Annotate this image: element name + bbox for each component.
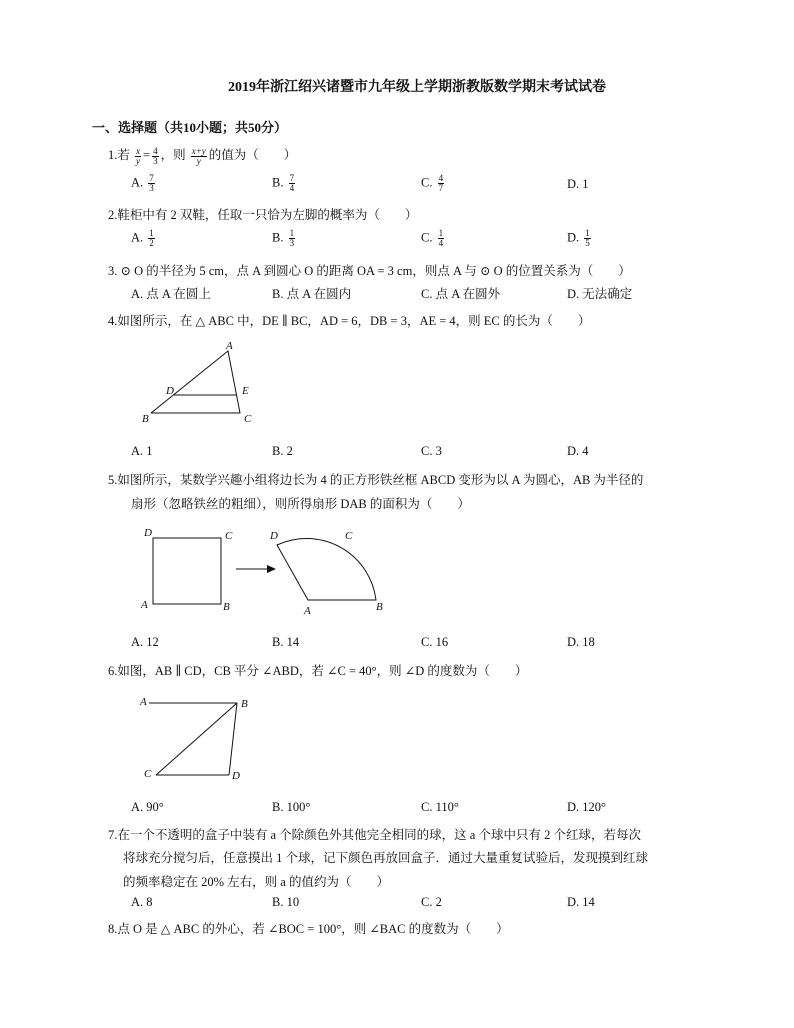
- q6-label-d: D: [232, 770, 240, 782]
- q5-sec-label-d: D: [270, 530, 278, 542]
- q5-sec-label-b: B: [376, 601, 383, 613]
- q3-option-b[interactable]: B. 点 A 在圆内: [272, 287, 352, 301]
- q6-label-a: A: [140, 696, 147, 708]
- question-7-line-2: 将球充分搅匀后，任意摸出 1 个球，记下颜色再放回盒子．通过大量重复试验后，发现摸到红球: [123, 851, 649, 865]
- q5-sector: [277, 538, 376, 600]
- q7-option-c[interactable]: C. 2: [421, 895, 442, 909]
- question-5-line-1: 5.如图所示，某数学兴趣小组将边长为 4 的正方形铁丝框 ABCD 变形为以 A 为圆心，AB 为半径的: [108, 473, 644, 487]
- q5-sec-label-a: A: [304, 605, 311, 617]
- q6-option-b[interactable]: B. 100°: [272, 800, 311, 814]
- q5-sq-label-d: D: [144, 527, 152, 539]
- q7-option-d[interactable]: D. 14: [567, 895, 595, 909]
- q5-option-b[interactable]: B. 14: [272, 635, 300, 649]
- q6-option-a[interactable]: A. 90°: [131, 800, 164, 814]
- q4-label-b: B: [142, 413, 149, 425]
- q1-option-d[interactable]: D. 1: [567, 177, 589, 191]
- q5-option-d[interactable]: D. 18: [567, 635, 595, 649]
- q4-option-d[interactable]: D. 4: [567, 444, 589, 458]
- q2-option-c[interactable]: C. $\frac{1}{4}$: [421, 228, 444, 248]
- q5-option-c[interactable]: C. 16: [421, 635, 449, 649]
- q2-option-d[interactable]: D. $\frac{1}{5}$: [567, 228, 590, 248]
- q1-number: 1.: [108, 148, 118, 162]
- page-title: 2019年浙江绍兴诸暨市九年级上学期浙教版数学期末考试试卷: [228, 80, 606, 95]
- q1-option-a[interactable]: A. $\frac{7}{3}$: [131, 173, 154, 193]
- q5-sq-label-a: A: [141, 599, 148, 611]
- q4-option-b[interactable]: B. 2: [272, 444, 293, 458]
- q4-label-c: C: [244, 413, 252, 425]
- q6-option-d[interactable]: D. 120°: [567, 800, 607, 814]
- q5-figure: [140, 526, 400, 616]
- q3-option-a[interactable]: A. 点 A 在圆上: [131, 287, 211, 301]
- q1-frac-x-y: $\frac{x}{y}$: [136, 145, 141, 166]
- q4-option-c[interactable]: C. 3: [421, 444, 442, 458]
- q1-frac-4-3: $\frac{4}{3}$: [153, 145, 158, 166]
- q1-option-b[interactable]: B. $\frac{7}{4}$: [272, 173, 295, 193]
- q6-figure: [140, 693, 260, 783]
- question-2: 2.鞋柜中有 2 双鞋，任取一只恰为左脚的概率为（ ）: [108, 208, 418, 222]
- q2-option-b[interactable]: B. $\frac{1}{3}$: [272, 228, 295, 248]
- question-5-line-2: 扇形（忽略铁丝的粗细），则所得扇形 DAB 的面积为（ ）: [131, 497, 470, 511]
- q5-sec-label-c: C: [345, 530, 353, 542]
- q1-suffix: 的值为（ ）: [208, 148, 297, 162]
- q1-option-c[interactable]: C. $\frac{4}{7}$: [421, 173, 444, 193]
- question-7-line-3: 的频率稳定在 20% 左右，则 a 的值约为（ ）: [123, 875, 389, 889]
- section-heading: 一、选择题（共10小题；共50分）: [92, 120, 288, 135]
- q4-triangle-figure: [140, 340, 260, 430]
- q1-prefix: 若: [117, 148, 130, 162]
- q1-frac-sum: $\frac{x+y}{y}$: [191, 145, 206, 166]
- question-3: 3. ⊙ O 的半径为 5 cm，点 A 到圆心 O 的距离 OA = 3 cm，则点 A 与 ⊙ O 的位置关系为（ ）: [108, 264, 631, 278]
- q5-sq-label-c: C: [225, 530, 233, 542]
- q4-label-a: A: [226, 340, 233, 352]
- question-6: 6.如图，AB ∥ CD，CB 平分 ∠ABD，若 ∠C = 40°，则 ∠D 的度数为（ ）: [108, 664, 528, 678]
- q5-square: [153, 538, 221, 604]
- q7-option-b[interactable]: B. 10: [272, 895, 300, 909]
- q2-option-a[interactable]: A. $\frac{1}{2}$: [131, 228, 154, 248]
- q4-option-a[interactable]: A. 1: [131, 444, 153, 458]
- arrow-head-icon: [267, 565, 276, 573]
- question-4: 4.如图所示，在 △ ABC 中，DE ∥ BC，AD = 6，DB = 3，AE = 4，则 EC 的长为（ ）: [108, 314, 591, 328]
- q5-option-a[interactable]: A. 12: [131, 635, 159, 649]
- q6-option-c[interactable]: C. 110°: [421, 800, 459, 814]
- q3-option-d[interactable]: D. 无法确定: [567, 287, 633, 301]
- question-8: 8.点 O 是 △ ABC 的外心，若 ∠BOC = 100°，则 ∠BAC 的度数为（ ）: [108, 922, 509, 936]
- q5-sq-label-b: B: [223, 601, 230, 613]
- q6-label-b: B: [241, 698, 248, 710]
- q4-label-d: D: [166, 385, 174, 397]
- question-1: [108, 145, 296, 166]
- q4-label-e: E: [242, 385, 249, 397]
- q6-label-c: C: [144, 768, 152, 780]
- q1-mid: ，则: [160, 148, 186, 162]
- q1-equals: =: [143, 148, 151, 162]
- q3-option-c[interactable]: C. 点 A 在圆外: [421, 287, 501, 301]
- question-7-line-1: 7.在一个不透明的盒子中装有 a 个除颜色外其他完全相同的球，这 a 个球中只有 2 个红球，若每次: [108, 828, 641, 842]
- q7-option-a[interactable]: A. 8: [131, 895, 153, 909]
